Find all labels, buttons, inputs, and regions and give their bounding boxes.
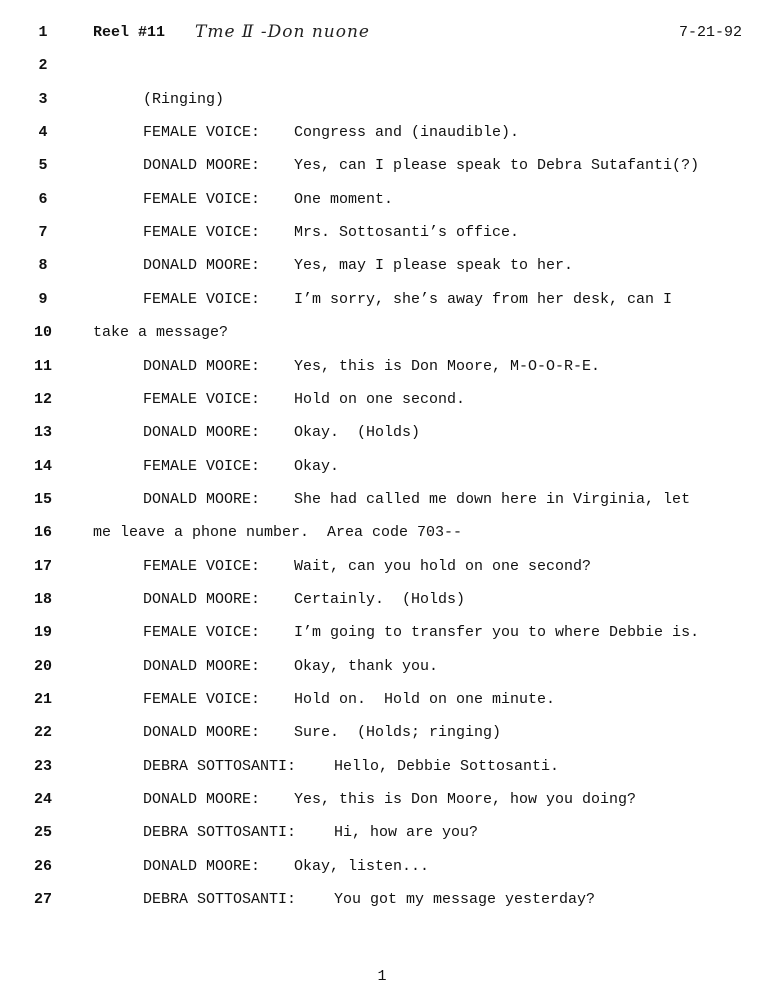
speech-text: Yes, this is Don Moore, how you doing? (294, 791, 637, 809)
speech-text: Mrs. Sottosanti’s office. (294, 224, 520, 242)
transcript-line (0, 289, 764, 311)
line-number: 23 (33, 757, 52, 775)
transcript-line (0, 356, 764, 378)
speech-continuation: me leave a phone number. Area code 703-- (93, 524, 463, 542)
speech-text: I’m sorry, she’s away from her desk, can I (294, 290, 673, 308)
speaker-name: FEMALE VOICE: (143, 124, 261, 142)
speaker-name: FEMALE VOICE: (143, 457, 261, 475)
transcript-line (0, 389, 764, 411)
speech-text: Hold on one second. (294, 390, 466, 408)
speaker-name: DONALD MOORE: (143, 257, 261, 275)
line-number: 11 (33, 357, 52, 375)
line-number: 15 (33, 490, 52, 508)
speaker-name: DONALD MOORE: (143, 724, 261, 742)
speech-text: I’m going to transfer you to where Debbie is. (294, 624, 700, 642)
transcript-date: 7-21-92 (678, 24, 742, 41)
line-number: 10 (33, 324, 52, 342)
speaker-name: FEMALE VOICE: (143, 691, 261, 708)
line-number: 5 (38, 157, 48, 175)
speech-text: Hold on. Hold on one minute. (294, 691, 556, 708)
line-number: 1 (38, 24, 48, 41)
transcript-line (0, 756, 764, 778)
line-number: 14 (33, 457, 52, 475)
line-number: 4 (38, 124, 48, 142)
line-number: 19 (33, 624, 52, 642)
transcript-line (0, 22, 764, 44)
speech-text: Okay, thank you. (294, 657, 439, 675)
transcript-line (0, 122, 764, 144)
line-number: 20 (33, 657, 52, 675)
speech-text: Hi, how are you? (334, 824, 479, 842)
speaker-name: DONALD MOORE: (143, 590, 261, 608)
speaker-name: DONALD MOORE: (143, 857, 261, 875)
line-number: 17 (33, 557, 52, 575)
line-number: 26 (33, 857, 52, 875)
transcript-line (0, 222, 764, 244)
speaker-name: DONALD MOORE: (143, 157, 261, 175)
reel-label: Reel #11 (93, 24, 166, 41)
transcript-line (0, 255, 764, 277)
page-number: 1 (377, 968, 387, 985)
speaker-name: DEBRA SOTTOSANTI: (143, 891, 297, 909)
transcript-line (0, 422, 764, 444)
speech-continuation: take a message? (93, 324, 229, 342)
speech-text: Hello, Debbie Sottosanti. (334, 757, 560, 775)
speech-text: Certainly. (Holds) (294, 590, 466, 608)
line-number: 12 (33, 390, 52, 408)
transcript-line (0, 155, 764, 177)
transcript-line (0, 589, 764, 611)
transcript-line (0, 689, 764, 711)
handwritten-note: Tme Ⅱ -Don nuone (195, 22, 370, 42)
speaker-name: FEMALE VOICE: (143, 624, 261, 642)
line-number: 6 (38, 190, 48, 208)
transcript-line (0, 189, 764, 211)
speech-text: Sure. (Holds; ringing) (294, 724, 502, 742)
speaker-name: FEMALE VOICE: (143, 190, 261, 208)
speaker-name: DONALD MOORE: (143, 424, 261, 442)
speaker-name: FEMALE VOICE: (143, 290, 261, 308)
line-number: 18 (33, 590, 52, 608)
transcript-line (0, 622, 764, 644)
transcript-line (0, 322, 764, 344)
speaker-name: DONALD MOORE: (143, 490, 261, 508)
line-number: 24 (33, 791, 52, 809)
line-number: 13 (33, 424, 52, 442)
transcript-line (0, 889, 764, 911)
transcript-line (0, 55, 764, 77)
speech-text: Okay. (Holds) (294, 424, 421, 442)
line-number: 27 (33, 891, 52, 909)
transcript-line (0, 656, 764, 678)
transcript-line (0, 822, 764, 844)
line-number: 3 (38, 90, 48, 108)
speech-text: Yes, can I please speak to Debra Sutafanti(?) (294, 157, 700, 175)
transcript-line (0, 856, 764, 878)
transcript-line (0, 89, 764, 111)
line-number: 8 (38, 257, 48, 275)
transcript-line (0, 789, 764, 811)
speech-text: Okay, listen... (294, 857, 430, 875)
transcript-line (0, 722, 764, 744)
line-number: 9 (38, 290, 48, 308)
speaker-name: FEMALE VOICE: (143, 224, 261, 242)
line-number: 21 (33, 691, 52, 708)
speaker-name: DEBRA SOTTOSANTI: (143, 757, 297, 775)
speech-text: You got my message yesterday? (334, 891, 596, 909)
line-number: 25 (33, 824, 52, 842)
speech-text: One moment. (294, 190, 394, 208)
transcript-line (0, 456, 764, 478)
line-number: 22 (33, 724, 52, 742)
stage-direction: (Ringing) (143, 90, 225, 108)
speaker-name: DEBRA SOTTOSANTI: (143, 824, 297, 842)
transcript-line (0, 489, 764, 511)
speech-text: She had called me down here in Virginia, let (294, 490, 691, 508)
speaker-name: FEMALE VOICE: (143, 557, 261, 575)
speaker-name: FEMALE VOICE: (143, 390, 261, 408)
line-number: 2 (38, 57, 48, 75)
speaker-name: DONALD MOORE: (143, 791, 261, 809)
speaker-name: DONALD MOORE: (143, 357, 261, 375)
speech-text: Congress and (inaudible). (294, 124, 520, 142)
speech-text: Wait, can you hold on one second? (294, 557, 592, 575)
line-number: 7 (38, 224, 48, 242)
speech-text: Okay. (294, 457, 340, 475)
line-number: 16 (33, 524, 52, 542)
speech-text: Yes, this is Don Moore, M-O-O-R-E. (294, 357, 601, 375)
transcript-line (0, 522, 764, 544)
speaker-name: DONALD MOORE: (143, 657, 261, 675)
speech-text: Yes, may I please speak to her. (294, 257, 574, 275)
transcript-line (0, 556, 764, 578)
